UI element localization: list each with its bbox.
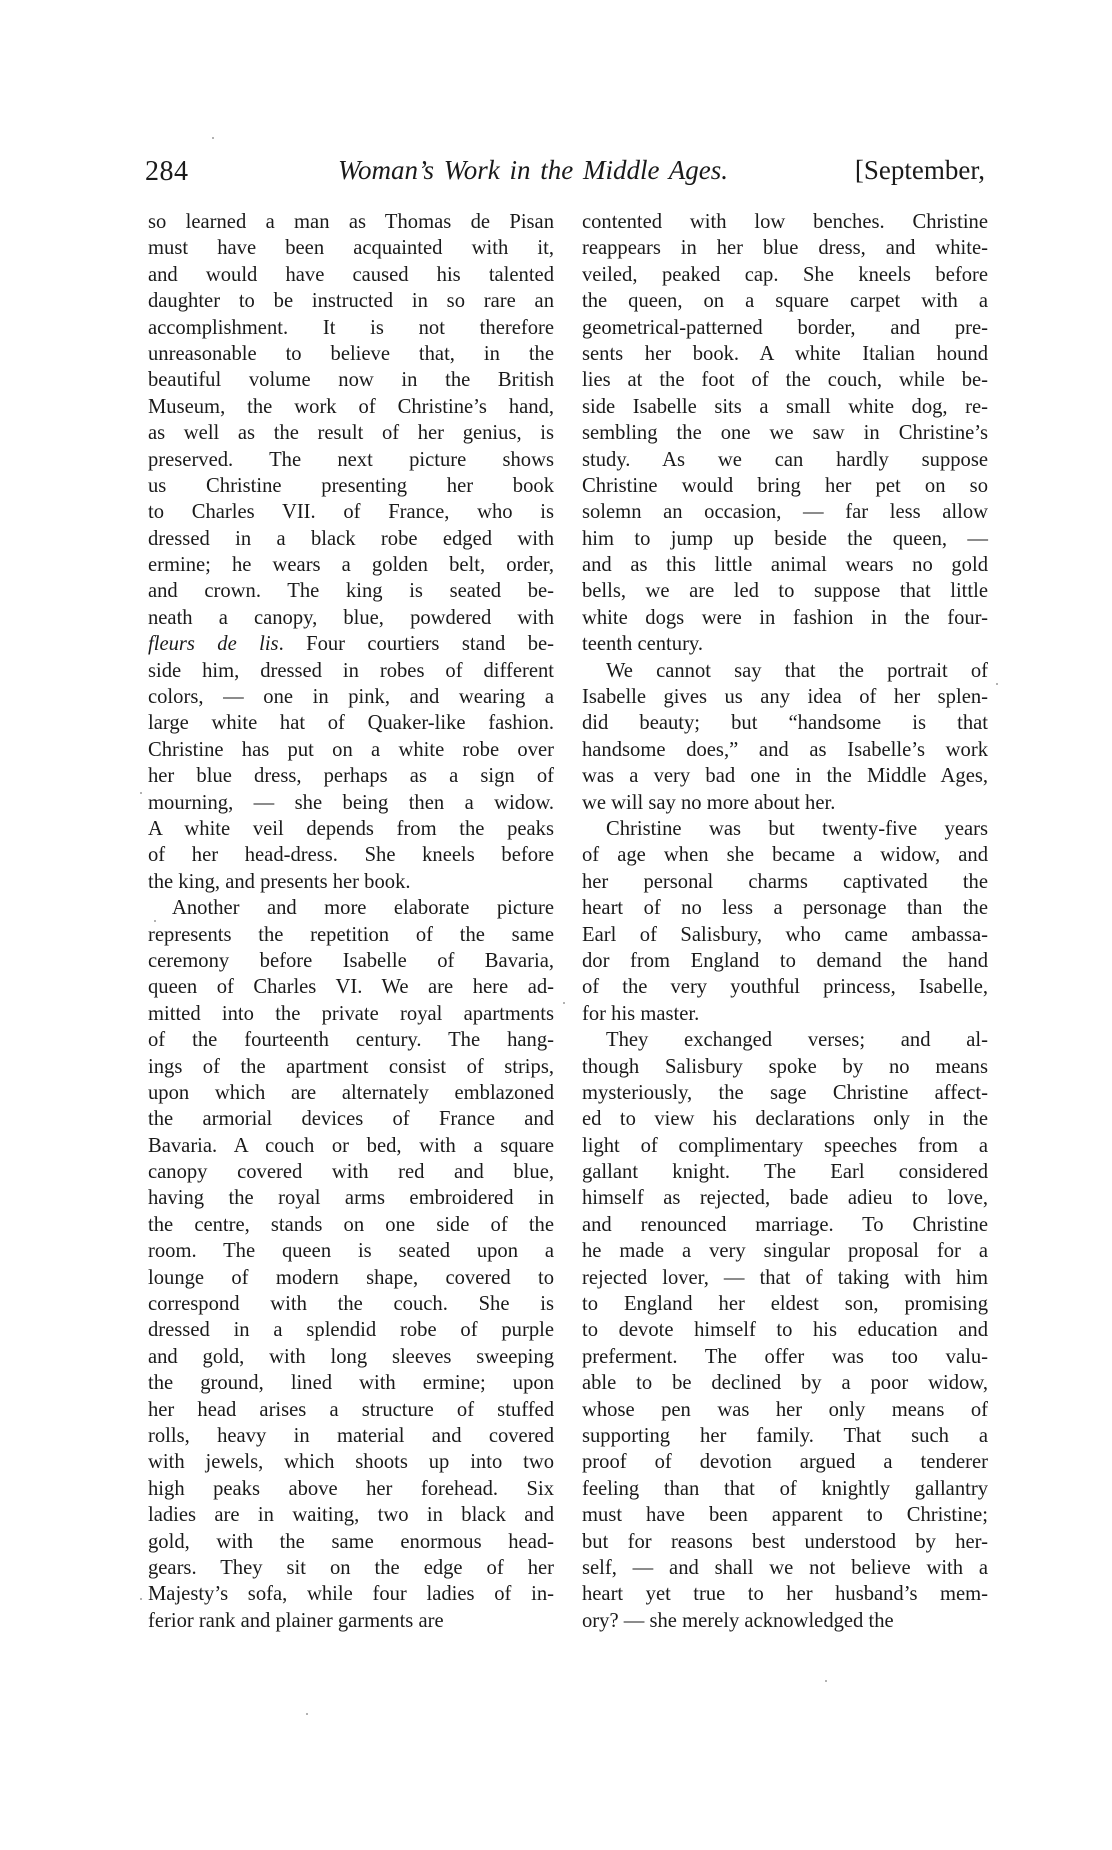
text-line: of age when she became a widow, and (582, 844, 988, 867)
text-line: her blue dress, perhaps as a sign of (148, 765, 554, 788)
text-line: fleurs de lis. Four courtiers stand be- (148, 633, 554, 656)
text-line: white dogs were in fashion in the four- (582, 606, 988, 629)
text-line: We cannot say that the portrait of (606, 659, 988, 682)
text-line: her head arises a structure of stuffed (148, 1398, 554, 1421)
text-line: sembling the one we saw in Christine’s (582, 422, 988, 445)
text-line: teenth century. (582, 633, 704, 656)
text-line: as well as the result of her genius, is (148, 422, 554, 445)
text-line: and would have caused his talented (148, 263, 554, 286)
text-line: must have been acquainted with it, (148, 237, 554, 260)
text-line: Christine has put on a white robe over (148, 738, 554, 761)
text-line: ed to view his declarations only in the (582, 1108, 988, 1131)
text-line: the king, and presents her book. (148, 870, 411, 893)
text-line: ladies are in waiting, two in black and (148, 1504, 554, 1527)
text-line: sents her book. A white Italian hound (582, 342, 988, 365)
text-line: must have been apparent to Christine; (582, 1504, 988, 1527)
text-line: the armorial devices of France and (148, 1108, 554, 1131)
text-line: was a very bad one in the Middle Ages, (582, 765, 988, 788)
text-line: mourning, — she being then a widow. (148, 791, 554, 814)
text-line: so learned a man as Thomas de Pisan (148, 211, 554, 233)
text-line: study. As we can hardly suppose (582, 448, 988, 471)
text-line: contented with low benches. Christine (582, 211, 988, 233)
text-line: handsome does,” and as Isabelle’s work (582, 738, 988, 761)
scan-speck (996, 683, 998, 685)
text-line: we will say no more about her. (582, 791, 836, 814)
text-line: Isabelle gives us any idea of her splen- (582, 686, 988, 709)
text-line: mitted into the private royal apartments (148, 1002, 554, 1025)
text-line: to England her eldest son, promising (582, 1293, 988, 1316)
text-line: dressed in a black robe edged with (148, 527, 554, 550)
scan-speck (140, 792, 142, 794)
text-line: neath a canopy, blue, powdered with (148, 606, 554, 629)
text-line: heart of no less a personage than the (582, 897, 988, 920)
text-line: the ground, lined with ermine; upon (148, 1372, 554, 1395)
text-line: to devote himself to his education and (582, 1319, 988, 1342)
text-line: Museum, the work of Christine’s hand, (148, 395, 554, 418)
text-line: Christine was but twenty-five years (606, 817, 988, 840)
text-line: daughter to be instructed in so rare an (148, 290, 554, 313)
text-line: accomplishment. It is not therefore (148, 316, 554, 339)
text-line: able to be declined by a poor widow, (582, 1372, 988, 1395)
text-line: her personal charms captivated the (582, 870, 988, 893)
running-head (145, 150, 985, 190)
text-line: lies at the foot of the couch, while be- (582, 369, 988, 392)
text-line: self, — and shall we not believe with a (582, 1556, 988, 1579)
text-line: the centre, stands on one side of the (148, 1213, 554, 1236)
text-line: lounge of modern shape, covered to (148, 1266, 554, 1289)
text-line: the queen, on a square carpet with a (582, 290, 988, 313)
text-line: reappears in her blue dress, and white- (582, 237, 988, 260)
text-line: himself as rejected, bade adieu to love, (582, 1187, 988, 1210)
text-line: ceremony before Isabelle of Bavaria, (148, 949, 554, 972)
text-line: us Christine presenting her book (148, 474, 554, 497)
text-line: solemn an occasion, — far less allow (582, 501, 988, 524)
text-line: bells, we are led to suppose that little (582, 580, 988, 603)
text-line: side him, dressed in robes of different (148, 659, 554, 682)
text-line: proof of devotion argued a tenderer (582, 1451, 988, 1474)
text-line: and crown. The king is seated be- (148, 580, 554, 603)
text-line: colors, — one in pink, and wearing a (148, 686, 554, 709)
scan-speck (154, 920, 156, 922)
text-line: gallant knight. The Earl considered (582, 1161, 988, 1184)
text-line: ermine; he wears a golden belt, order, (148, 554, 554, 577)
text-line: rolls, heavy in material and covered (148, 1424, 554, 1447)
text-line: gears. They sit on the edge of her (148, 1556, 554, 1579)
text-line: whose pen was her only means of (582, 1398, 988, 1421)
text-line: for his master. (582, 1002, 700, 1025)
scan-speck (306, 1713, 308, 1715)
text-line: dor from England to demand the hand (582, 949, 988, 972)
text-line: he made a very singular proposal for a (582, 1240, 988, 1263)
text-line: rejected lover, — that of taking with him (582, 1266, 988, 1289)
text-line: gold, with the same enormous head- (148, 1530, 554, 1553)
running-date: [September, (854, 155, 985, 185)
text-line: of the fourteenth century. The hang- (148, 1029, 554, 1052)
text-line: correspond with the couch. She is (148, 1293, 554, 1316)
text-line: side Isabelle sits a small white dog, re- (582, 395, 988, 418)
text-line: feeling than that of knightly gallantry (582, 1477, 988, 1500)
text-line: high peaks above her forehead. Six (148, 1477, 554, 1500)
text-line: canopy covered with red and blue, (148, 1161, 554, 1184)
scan-speck (212, 137, 214, 139)
text-line: with jewels, which shoots up into two (148, 1451, 554, 1474)
text-line: room. The queen is seated upon a (148, 1240, 554, 1263)
text-line: veiled, peaked cap. She kneels before (582, 263, 988, 286)
text-line: Another and more elaborate picture (172, 897, 554, 920)
text-line: large white hat of Quaker-like fashion. (148, 712, 554, 735)
text-line: geometrical-patterned border, and pre- (582, 316, 988, 339)
right-column (582, 209, 988, 1634)
scan-speck (563, 1002, 565, 1004)
text-line: of the very youthful princess, Isabelle, (582, 976, 988, 999)
text-line: upon which are alternately emblazoned (148, 1081, 554, 1104)
left-column (148, 209, 554, 1634)
text-line: having the royal arms embroidered in (148, 1187, 554, 1210)
text-line: heart yet true to her husband’s mem- (582, 1583, 988, 1606)
text-line: beautiful volume now in the British (148, 369, 554, 392)
text-line: They exchanged verses; and al- (606, 1029, 988, 1052)
text-line: and gold, with long sleeves sweeping (148, 1345, 554, 1368)
text-line: Majesty’s sofa, while four ladies of in- (148, 1583, 554, 1606)
text-line: queen of Charles VI. We are here ad- (148, 976, 554, 999)
text-line: ory? — she merely acknowledged the (582, 1609, 894, 1632)
text-line: mysteriously, the sage Christine affect- (582, 1081, 988, 1104)
text-line: but for reasons best understood by her- (582, 1530, 988, 1553)
running-title: Woman’s Work in the Middle Ages. (338, 155, 728, 185)
italic-phrase: fleurs de lis (148, 633, 279, 656)
scan-speck (140, 1598, 142, 1600)
text-line: to Charles VII. of France, who is (148, 501, 554, 524)
text-line: and as this little animal wears no gold (582, 554, 988, 577)
text-line: A white veil depends from the peaks (148, 817, 554, 840)
scan-speck (825, 1680, 827, 1682)
page-number: 284 (145, 156, 189, 187)
text-line: preferment. The offer was too valu- (582, 1345, 988, 1368)
text-line: preserved. The next picture shows (148, 448, 554, 471)
text-line: Earl of Salisbury, who came ambassa- (582, 923, 988, 946)
text-line: Christine would bring her pet on so (582, 474, 988, 497)
text-line: ferior rank and plainer garments are (148, 1609, 444, 1632)
text-line: dressed in a splendid robe of purple (148, 1319, 554, 1342)
text-line: light of complimentary speeches from a (582, 1134, 988, 1157)
text-line: represents the repetition of the same (148, 923, 554, 946)
text-line: him to jump up beside the queen, — (582, 527, 988, 550)
text-line: ings of the apartment consist of strips, (148, 1055, 554, 1078)
text-line: Bavaria. A couch or bed, with a square (148, 1134, 554, 1157)
text-line: and renounced marriage. To Christine (582, 1213, 988, 1236)
text-line: of her head-dress. She kneels before (148, 844, 554, 867)
text-line: did beauty; but “handsome is that (582, 712, 988, 735)
text-line: supporting her family. That such a (582, 1424, 988, 1447)
text-line: unreasonable to believe that, in the (148, 342, 554, 365)
text-line: though Salisbury spoke by no means (582, 1055, 988, 1078)
